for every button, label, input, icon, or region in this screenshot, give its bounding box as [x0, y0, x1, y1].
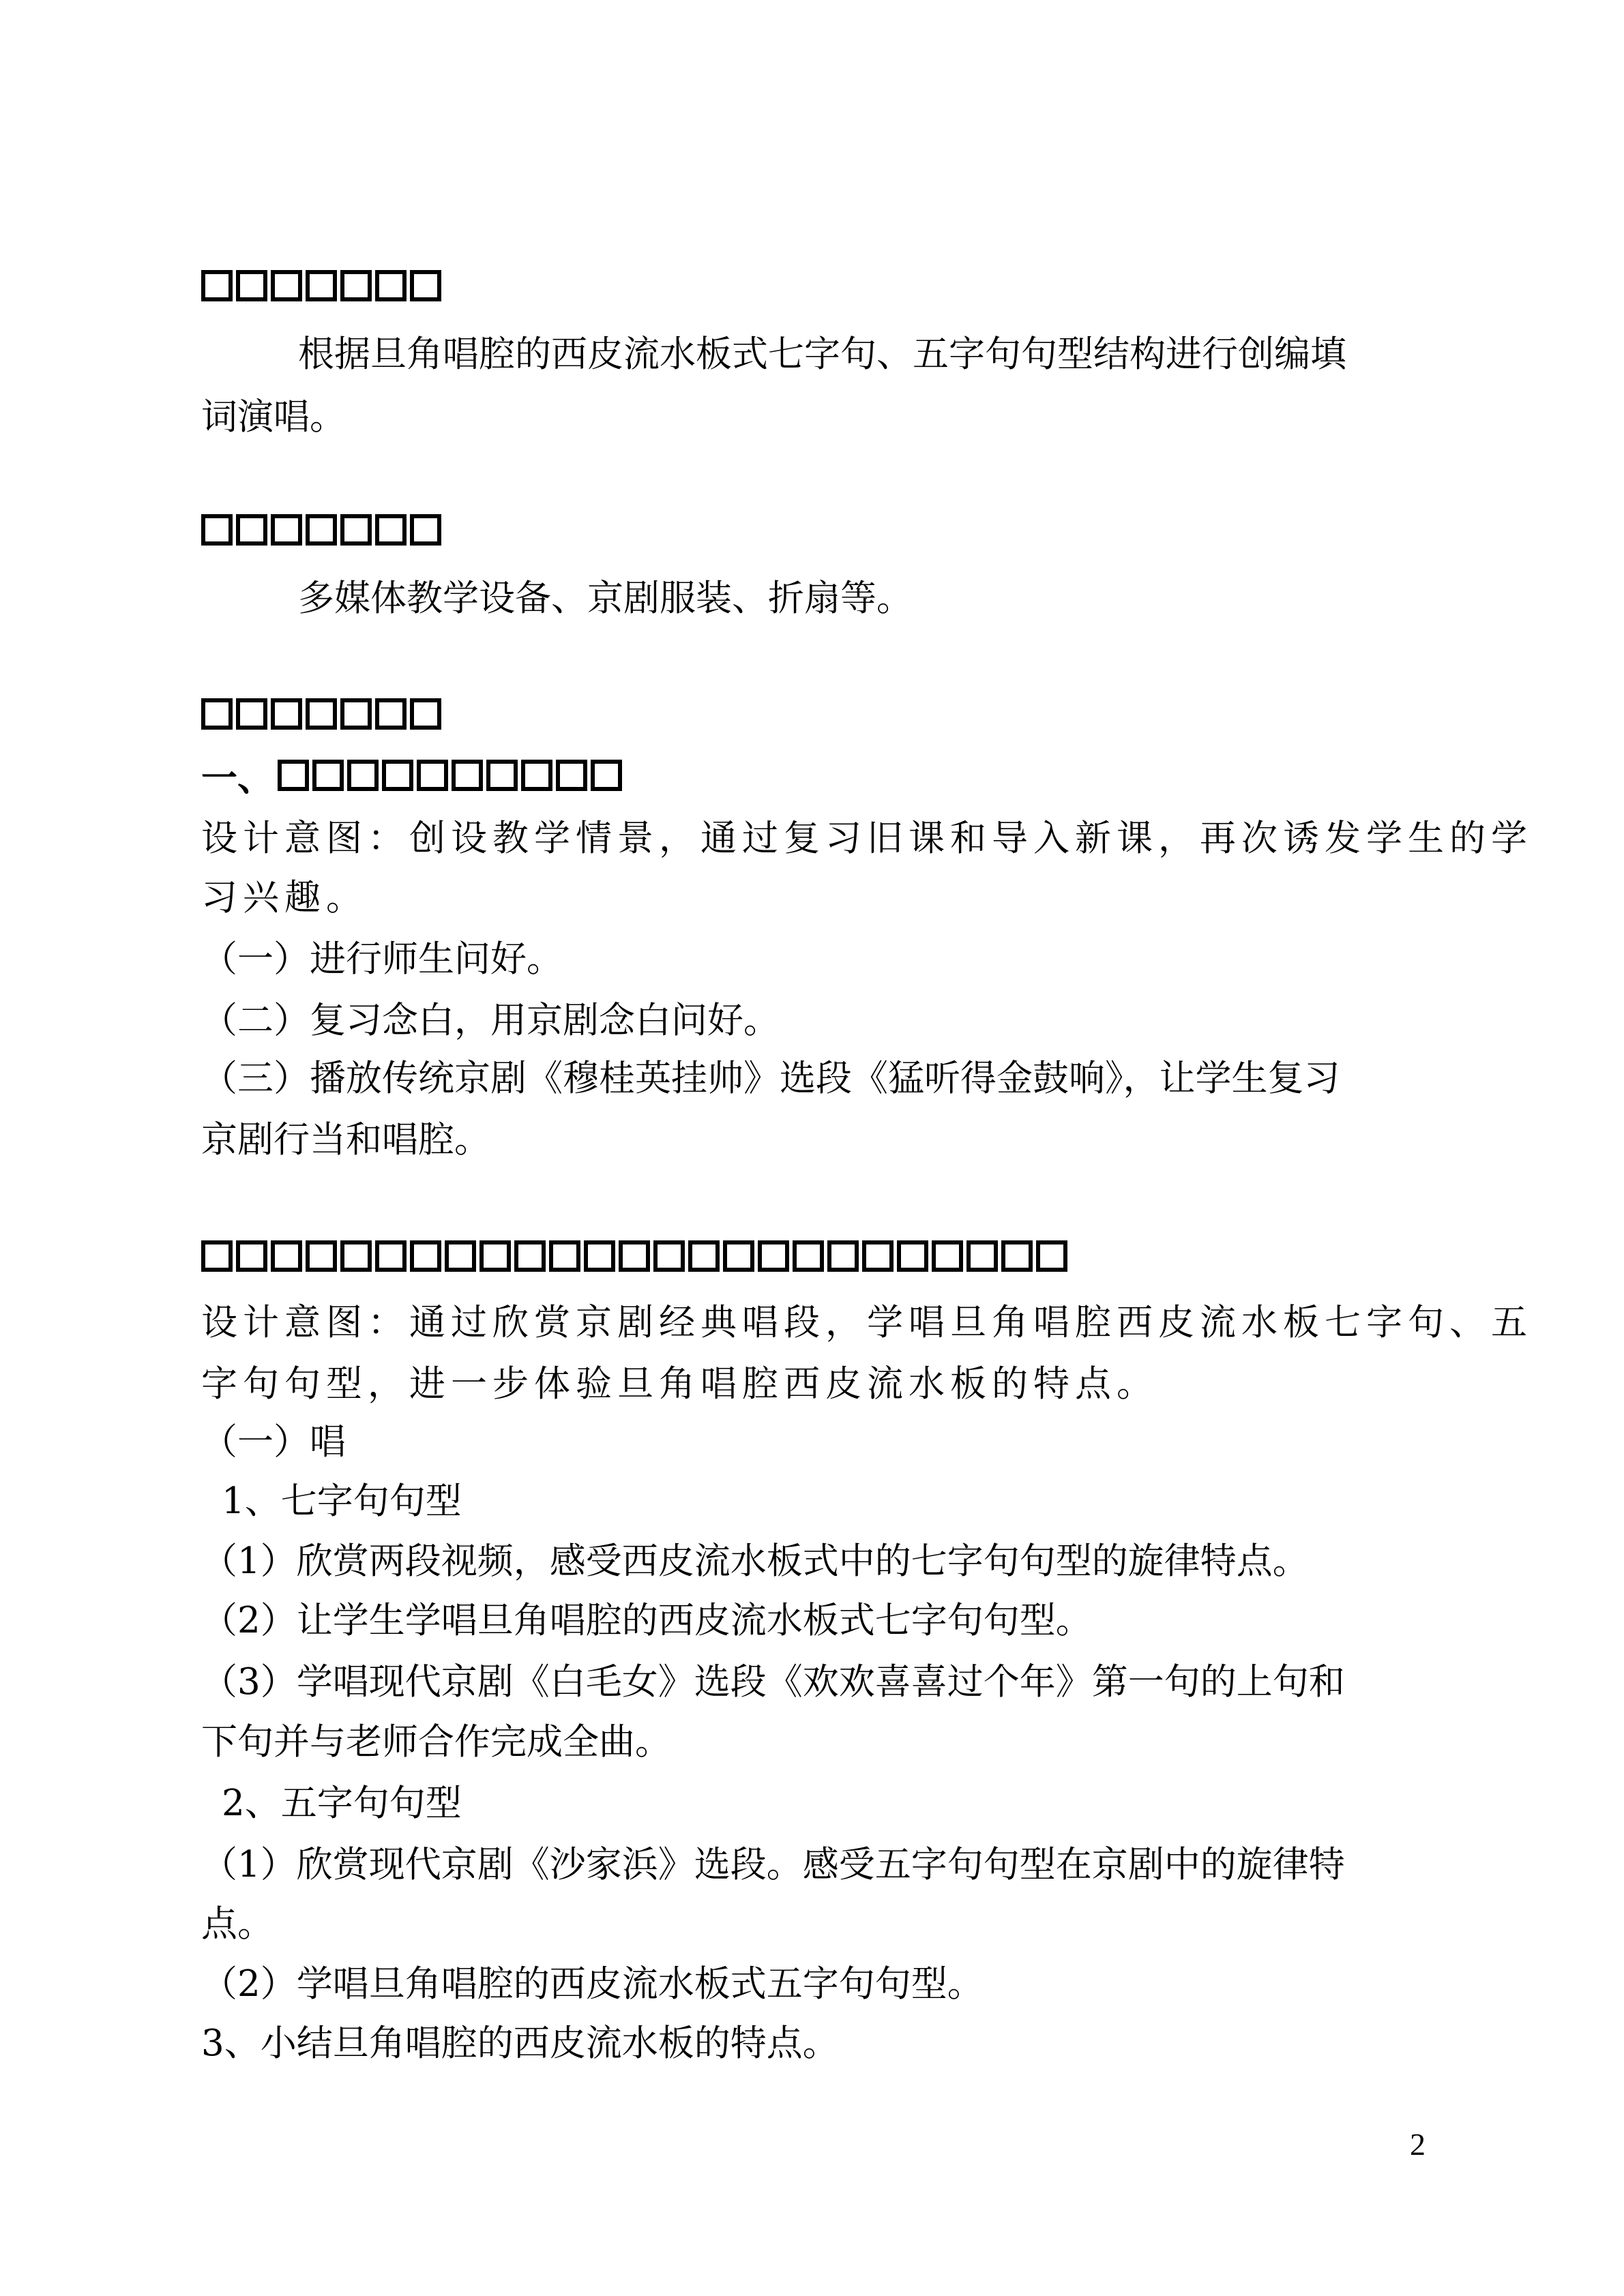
paragraph-line: 根据旦角唱腔的西皮流水板式七字句、五字句句型结构进行创编填 — [298, 333, 1346, 375]
missing-glyph-box — [653, 1240, 685, 1272]
missing-glyph-box — [340, 1240, 372, 1272]
missing-glyph-box — [584, 1240, 615, 1272]
missing-glyph-box — [340, 270, 372, 301]
missing-glyph-box — [306, 1240, 337, 1272]
missing-glyph-box — [312, 760, 344, 791]
design-intent-line: 设计意图：创设教学情景，通过复习旧课和导入新课，再次诱发学生的学 — [201, 818, 1533, 859]
missing-glyph-box — [897, 1240, 928, 1272]
list-item: 下句并与老师合作完成全曲。 — [201, 1721, 671, 1763]
missing-glyph-box — [236, 1240, 267, 1272]
list-item: （一）进行师生问好。 — [201, 938, 563, 980]
missing-glyph-box — [932, 1240, 963, 1272]
design-intent-line: 字句句型，进一步体验旦角唱腔西皮流水板的特点。 — [201, 1363, 1158, 1405]
list-item: （3）学唱现代京剧《白毛女》选段《欢欢喜喜过个年》第一句的上句和 — [201, 1661, 1345, 1703]
missing-glyph-box — [410, 514, 441, 546]
missing-glyph-box — [375, 1240, 407, 1272]
missing-glyph-box — [479, 1240, 511, 1272]
design-intent-line: 设计意图：通过欣赏京剧经典唱段，学唱旦角唱腔西皮流水板七字句、五 — [201, 1302, 1533, 1343]
missing-glyph-box — [382, 760, 413, 791]
missing-glyph-box — [347, 760, 379, 791]
missing-glyph-box — [966, 1240, 998, 1272]
missing-glyph-box — [410, 270, 441, 301]
missing-glyph-box — [271, 698, 302, 730]
paragraph-line: 词演唱。 — [201, 396, 346, 438]
list-item: （2）让学生学唱旦角唱腔的西皮流水板式七字句句型。 — [201, 1600, 1092, 1641]
missing-glyph-box — [306, 698, 337, 730]
part1-prefix: 一、 — [201, 756, 274, 799]
missing-glyph-box — [236, 698, 267, 730]
missing-glyph-box — [591, 760, 622, 791]
missing-glyph-box — [486, 760, 518, 791]
missing-glyph-box — [306, 514, 337, 546]
missing-glyph-box — [271, 1240, 302, 1272]
missing-glyph-box — [1001, 1240, 1033, 1272]
missing-glyph-box — [514, 1240, 546, 1272]
missing-glyph-box — [549, 1240, 580, 1272]
missing-glyph-box — [619, 1240, 650, 1272]
missing-glyph-boxes — [201, 514, 445, 552]
section-heading-process — [201, 698, 445, 736]
missing-glyph-box — [688, 1240, 720, 1272]
missing-glyph-box — [1036, 1240, 1067, 1272]
missing-glyph-box — [375, 514, 407, 546]
missing-glyph-box — [723, 1240, 754, 1272]
list-item: （1）欣赏两段视频，感受西皮流水板式中的七字句句型的旋律特点。 — [201, 1540, 1309, 1582]
list-item: 点。 — [201, 1903, 274, 1945]
missing-glyph-box — [445, 1240, 476, 1272]
missing-glyph-box — [271, 270, 302, 301]
missing-glyph-box — [340, 514, 372, 546]
list-item: （2）学唱旦角唱腔的西皮流水板式五字句句型。 — [201, 1963, 984, 2005]
missing-glyph-box — [862, 1240, 894, 1272]
missing-glyph-box — [278, 760, 309, 791]
section-heading-preparation — [201, 513, 445, 552]
list-item: （三）播放传统京剧《穆桂英挂帅》选段《猛听得金鼓响》，让学生复习 — [201, 1058, 1340, 1099]
part1-heading — [201, 756, 625, 799]
missing-glyph-box — [306, 270, 337, 301]
missing-glyph-boxes — [201, 270, 445, 308]
missing-glyph-box — [410, 1240, 441, 1272]
missing-glyph-box — [201, 698, 233, 730]
list-item: 1、七字句句型 — [222, 1480, 462, 1522]
list-item: （二）复习念白，用京剧念白问好。 — [201, 1000, 780, 1041]
missing-glyph-box — [236, 270, 267, 301]
missing-glyph-box — [201, 1240, 233, 1272]
missing-glyph-box — [556, 760, 587, 791]
missing-glyph-boxes — [201, 698, 445, 736]
missing-glyph-box — [793, 1240, 824, 1272]
list-item: （1）欣赏现代京剧《沙家浜》选段。感受五字句句型在京剧中的旋律特 — [201, 1844, 1345, 1885]
list-item: 2、五字句句型 — [222, 1783, 462, 1824]
missing-glyph-box — [758, 1240, 789, 1272]
part2-heading — [201, 1240, 1071, 1278]
design-intent-line: 习兴趣。 — [201, 877, 368, 919]
list-item: 京剧行当和唱腔。 — [201, 1119, 490, 1161]
list-item: 3、小结旦角唱腔的西皮流水板的特点。 — [201, 2023, 839, 2064]
missing-glyph-box — [201, 514, 233, 546]
missing-glyph-box — [271, 514, 302, 546]
missing-glyph-box — [827, 1240, 859, 1272]
missing-glyph-boxes — [278, 760, 625, 797]
page-number: 2 — [1410, 2127, 1426, 2162]
missing-glyph-box — [201, 270, 233, 301]
missing-glyph-box — [410, 698, 441, 730]
missing-glyph-box — [452, 760, 483, 791]
missing-glyph-box — [417, 760, 448, 791]
missing-glyph-box — [521, 760, 552, 791]
list-item: （一）唱 — [201, 1421, 346, 1463]
missing-glyph-box — [340, 698, 372, 730]
section-heading-extension — [201, 269, 445, 308]
missing-glyph-box — [236, 514, 267, 546]
missing-glyph-box — [375, 698, 407, 730]
paragraph-line: 多媒体教学设备、京剧服装、折扇等。 — [298, 578, 913, 619]
missing-glyph-box — [375, 270, 407, 301]
missing-glyph-boxes — [201, 1240, 1071, 1278]
